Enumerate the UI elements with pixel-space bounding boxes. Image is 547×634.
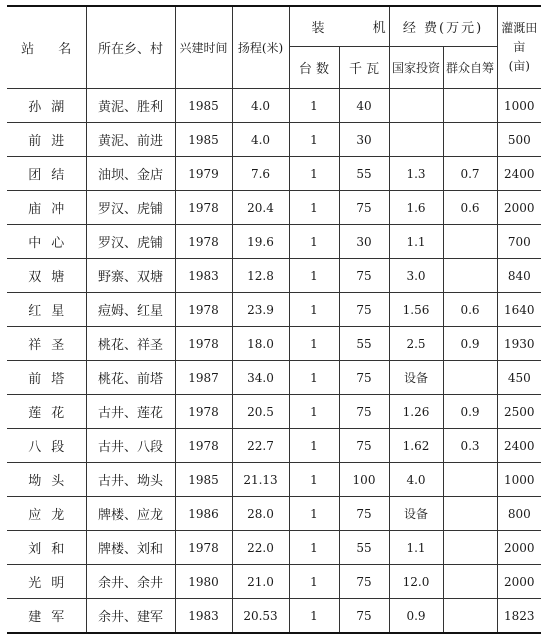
cell-state-funds: 1.56 — [389, 293, 443, 327]
cell-self-funds: 0.3 — [443, 429, 497, 463]
cell-year: 1978 — [175, 293, 232, 327]
cell-station: 刘和 — [7, 531, 86, 565]
cell-location: 古井、坳头 — [86, 463, 175, 497]
cell-lift: 34.0 — [232, 361, 289, 395]
cell-self-funds — [443, 89, 497, 123]
cell-state-funds — [389, 123, 443, 157]
cell-units: 1 — [289, 463, 339, 497]
header-location: 所在乡、村 — [86, 6, 175, 89]
header-state-funds: 国家投资 — [389, 47, 443, 89]
cell-state-funds — [389, 89, 443, 123]
cell-units: 1 — [289, 157, 339, 191]
cell-station: 前进 — [7, 123, 86, 157]
table-row — [7, 89, 541, 123]
cell-location: 古井、八段 — [86, 429, 175, 463]
cell-units: 1 — [289, 259, 339, 293]
cell-station: 前塔 — [7, 361, 86, 395]
cell-lift: 20.5 — [232, 395, 289, 429]
cell-kw: 55 — [339, 531, 389, 565]
cell-location: 桃花、前塔 — [86, 361, 175, 395]
table-row — [7, 565, 541, 599]
table-row — [7, 123, 541, 157]
header-area-line1: 灌溉田亩 — [501, 21, 538, 54]
cell-self-funds — [443, 531, 497, 565]
pumping-station-table-sheet — [7, 5, 541, 625]
cell-location: 罗汉、虎铺 — [86, 225, 175, 259]
header-lift: 扬程(米) — [232, 6, 289, 89]
cell-units: 1 — [289, 293, 339, 327]
cell-state-funds: 2.5 — [389, 327, 443, 361]
cell-self-funds: 0.6 — [443, 191, 497, 225]
cell-year: 1985 — [175, 123, 232, 157]
cell-lift: 23.9 — [232, 293, 289, 327]
cell-kw: 55 — [339, 327, 389, 361]
cell-year: 1978 — [175, 395, 232, 429]
cell-year: 1979 — [175, 157, 232, 191]
table-body — [7, 89, 541, 634]
cell-units: 1 — [289, 599, 339, 634]
cell-lift: 28.0 — [232, 497, 289, 531]
table-row — [7, 157, 541, 191]
cell-kw: 75 — [339, 429, 389, 463]
table-row — [7, 259, 541, 293]
cell-self-funds: 0.9 — [443, 327, 497, 361]
header-self-funds: 群众自筹 — [443, 47, 497, 89]
cell-location: 黄泥、前进 — [86, 123, 175, 157]
cell-kw: 75 — [339, 599, 389, 634]
cell-self-funds — [443, 361, 497, 395]
cell-location: 油坝、金店 — [86, 157, 175, 191]
cell-location: 余井、建军 — [86, 599, 175, 634]
cell-area: 1000 — [497, 463, 541, 497]
cell-area: 2000 — [497, 565, 541, 599]
table-row — [7, 429, 541, 463]
cell-lift: 7.6 — [232, 157, 289, 191]
cell-lift: 12.8 — [232, 259, 289, 293]
cell-station: 中心 — [7, 225, 86, 259]
cell-self-funds — [443, 599, 497, 634]
cell-state-funds: 1.62 — [389, 429, 443, 463]
cell-units: 1 — [289, 327, 339, 361]
cell-year: 1978 — [175, 225, 232, 259]
cell-units: 1 — [289, 89, 339, 123]
cell-units: 1 — [289, 191, 339, 225]
table-row — [7, 463, 541, 497]
cell-kw: 55 — [339, 157, 389, 191]
header-area — [497, 6, 541, 89]
cell-location: 牌楼、应龙 — [86, 497, 175, 531]
cell-self-funds: 0.6 — [443, 293, 497, 327]
table-row — [7, 225, 541, 259]
cell-area: 1930 — [497, 327, 541, 361]
cell-station: 庙冲 — [7, 191, 86, 225]
cell-year: 1983 — [175, 259, 232, 293]
cell-kw: 100 — [339, 463, 389, 497]
cell-location: 痘姆、红星 — [86, 293, 175, 327]
cell-year: 1978 — [175, 429, 232, 463]
cell-state-funds: 设备 — [389, 361, 443, 395]
cell-area: 840 — [497, 259, 541, 293]
cell-units: 1 — [289, 497, 339, 531]
cell-station: 孙湖 — [7, 89, 86, 123]
cell-year: 1985 — [175, 463, 232, 497]
cell-year: 1986 — [175, 497, 232, 531]
cell-self-funds — [443, 259, 497, 293]
table-row — [7, 599, 541, 634]
cell-area: 2400 — [497, 157, 541, 191]
header-year: 兴建时间 — [175, 6, 232, 89]
cell-location: 余井、余井 — [86, 565, 175, 599]
cell-state-funds: 1.26 — [389, 395, 443, 429]
cell-year: 1983 — [175, 599, 232, 634]
cell-lift: 4.0 — [232, 89, 289, 123]
cell-lift: 22.7 — [232, 429, 289, 463]
cell-self-funds — [443, 225, 497, 259]
cell-self-funds — [443, 123, 497, 157]
cell-units: 1 — [289, 361, 339, 395]
cell-state-funds: 1.3 — [389, 157, 443, 191]
cell-state-funds: 4.0 — [389, 463, 443, 497]
cell-area: 700 — [497, 225, 541, 259]
cell-location: 古井、莲花 — [86, 395, 175, 429]
cell-units: 1 — [289, 395, 339, 429]
table-row — [7, 395, 541, 429]
header-area-line2: (亩) — [508, 59, 530, 73]
cell-lift: 21.13 — [232, 463, 289, 497]
header-funds: 经 费(万元) — [389, 6, 497, 47]
cell-state-funds: 3.0 — [389, 259, 443, 293]
cell-self-funds: 0.7 — [443, 157, 497, 191]
cell-lift: 18.0 — [232, 327, 289, 361]
cell-location: 野寨、双塘 — [86, 259, 175, 293]
cell-area: 2000 — [497, 191, 541, 225]
cell-area: 800 — [497, 497, 541, 531]
cell-lift: 4.0 — [232, 123, 289, 157]
cell-year: 1978 — [175, 531, 232, 565]
cell-station: 应龙 — [7, 497, 86, 531]
cell-kw: 75 — [339, 565, 389, 599]
cell-state-funds: 1.1 — [389, 531, 443, 565]
cell-station: 坳头 — [7, 463, 86, 497]
cell-area: 1823 — [497, 599, 541, 634]
cell-self-funds: 0.9 — [443, 395, 497, 429]
cell-kw: 30 — [339, 123, 389, 157]
cell-area: 1000 — [497, 89, 541, 123]
cell-lift: 20.53 — [232, 599, 289, 634]
cell-location: 桃花、祥圣 — [86, 327, 175, 361]
cell-kw: 40 — [339, 89, 389, 123]
cell-self-funds — [443, 463, 497, 497]
cell-station: 建军 — [7, 599, 86, 634]
cell-lift: 20.4 — [232, 191, 289, 225]
cell-kw: 75 — [339, 497, 389, 531]
cell-self-funds — [443, 565, 497, 599]
cell-year: 1978 — [175, 191, 232, 225]
cell-units: 1 — [289, 123, 339, 157]
cell-units: 1 — [289, 225, 339, 259]
cell-year: 1978 — [175, 327, 232, 361]
cell-station: 莲花 — [7, 395, 86, 429]
cell-kw: 75 — [339, 361, 389, 395]
cell-state-funds: 设备 — [389, 497, 443, 531]
cell-lift: 19.6 — [232, 225, 289, 259]
cell-kw: 75 — [339, 293, 389, 327]
cell-area: 500 — [497, 123, 541, 157]
cell-state-funds: 1.6 — [389, 191, 443, 225]
table-row — [7, 327, 541, 361]
cell-area: 1640 — [497, 293, 541, 327]
cell-state-funds: 0.9 — [389, 599, 443, 634]
cell-state-funds: 1.1 — [389, 225, 443, 259]
cell-area: 450 — [497, 361, 541, 395]
cell-kw: 75 — [339, 259, 389, 293]
table-row — [7, 531, 541, 565]
cell-kw: 75 — [339, 191, 389, 225]
pumping-station-table — [7, 5, 541, 634]
header-units: 台 数 — [289, 47, 339, 89]
cell-station: 团结 — [7, 157, 86, 191]
cell-station: 八段 — [7, 429, 86, 463]
cell-area: 2500 — [497, 395, 541, 429]
table-row — [7, 361, 541, 395]
header-equipment: 装 机 — [289, 6, 389, 47]
table-row — [7, 191, 541, 225]
cell-lift: 22.0 — [232, 531, 289, 565]
cell-year: 1980 — [175, 565, 232, 599]
cell-units: 1 — [289, 531, 339, 565]
cell-kw: 30 — [339, 225, 389, 259]
cell-units: 1 — [289, 565, 339, 599]
cell-station: 双塘 — [7, 259, 86, 293]
cell-year: 1987 — [175, 361, 232, 395]
cell-self-funds — [443, 497, 497, 531]
cell-units: 1 — [289, 429, 339, 463]
cell-year: 1985 — [175, 89, 232, 123]
table-row — [7, 293, 541, 327]
cell-location: 牌楼、刘和 — [86, 531, 175, 565]
cell-area: 2000 — [497, 531, 541, 565]
cell-state-funds: 12.0 — [389, 565, 443, 599]
cell-location: 罗汉、虎铺 — [86, 191, 175, 225]
cell-lift: 21.0 — [232, 565, 289, 599]
table-row — [7, 497, 541, 531]
cell-station: 祥圣 — [7, 327, 86, 361]
header-station: 站 名 — [7, 6, 86, 89]
cell-station: 光明 — [7, 565, 86, 599]
cell-area: 2400 — [497, 429, 541, 463]
header-kw: 千 瓦 — [339, 47, 389, 89]
cell-location: 黄泥、胜利 — [86, 89, 175, 123]
cell-station: 红星 — [7, 293, 86, 327]
cell-kw: 75 — [339, 395, 389, 429]
